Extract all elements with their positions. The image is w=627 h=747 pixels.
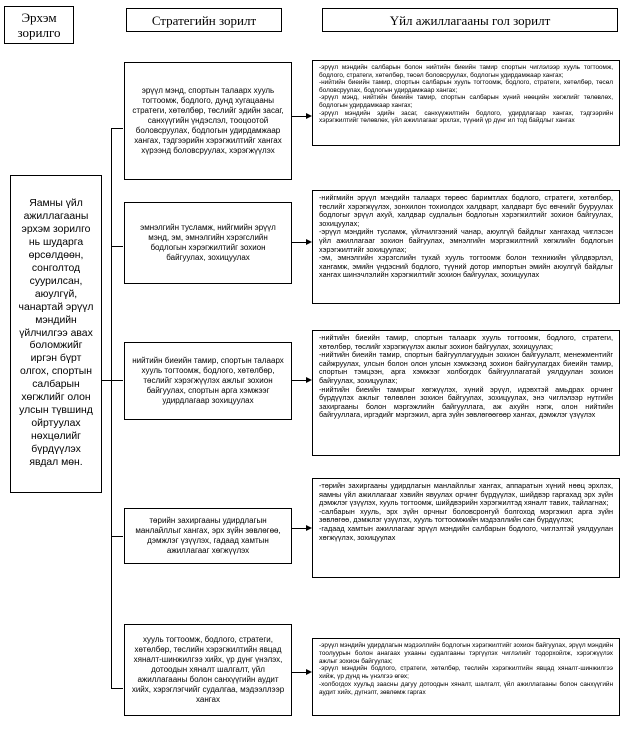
activity-item: -эм, эмнэлгийн хэрэгслийн тухай хууль тогтоомж болон техникийн үйлдвэрлэл, хангамж, эмийн үндэсний бодлого, түүний дотор импортын эмийн аюулгүй байдлыг хангах шинэчлэлийн хэрэгжилтийг зохион байгуулах, зохицуулах — [319, 253, 613, 280]
strategic-objective-text: төрийн захиргааны удирдлагын манлайллыг хангах, эрх зүйн зөвлөгөө, дэмжлэг үзүүлэх, гадаад хамтын ажиллагааг хөгжүүлэх — [135, 516, 281, 555]
strategic-objective-2 — [124, 202, 292, 284]
activity-item: -эрүүл мэндийн эдийн засаг, санхүүжилтийн бодлого, удирдлагаар хангах, тэдгээрийн хэрэгжилтийг төлөвлөх, үйл ажиллагааг эрхлэх, түүний үр дүнг ил тод байдлыг хангах — [319, 109, 613, 125]
activity-item: -эрүүл мэндийн удирдлагын мэдээллийн бодлогын хэрэгжилтийг зохион байгуулах, эрүүл мэндийн тоолуурын болон анагаах ухааны судалгааны тэргүүлэх чиглэлийг тодорхойлж, хэрэгжүүлэх ажлыг зохион байгуулах; — [319, 642, 613, 665]
activity-header-text: Үйл ажиллагааны гол зорилт — [389, 12, 551, 28]
branch-line-2 — [111, 246, 123, 247]
spine-line — [111, 128, 112, 688]
activity-objective-1 — [312, 60, 620, 146]
branch-line-4 — [111, 536, 123, 537]
activity-item: -холбогдох хуульд заасны дагуу дотоодын хяналт, шалгалт, үйл ажиллагааны болон санхүүгийн аудит хийх, дүгнэлт, зөвлөмж гаргах — [319, 680, 613, 696]
strategic-objective-text: эмнэлгийн тусламж, нийгмийн эрүүл мэнд, эм, эмнэлгийн хэрэгслийн бодлогын хэрэгжилтийг зохион байгуулах, зохицуулах — [140, 223, 276, 262]
branch-line-1 — [111, 128, 123, 129]
strategic-objective-4 — [124, 508, 292, 564]
activity-item: -гадаад хамтын ажиллагааг эрүүл мэндийн салбарын бодлого, чиглэлтэй уялдуулан хөгжүүлэх, зохицуулах — [319, 523, 613, 542]
activity-item: -эрүүл мэндийн тусламж, үйлчилгээний чанар, аюулгүй байдлыг хангахад чиглэсэн үйл ажиллагааг зохион байгуулах, эмнэлгийн мэргэжилтний хөгжлийн бодлогын хэрэгжилтийг зохицуулах; — [319, 227, 613, 254]
strategic-objective-5 — [124, 624, 292, 716]
mission-header-text: Эрхэм зорилго — [17, 10, 61, 40]
mission-statement-box — [10, 175, 102, 493]
mission-statement-text: Яамны үйл ажиллагааны эрхэм зорилго нь шударга өрсөлдөөн, сонголтод суурилсан, аюулгүй, чанартай эрүүл мэндийн үйлчилгээ авах боломжийг иргэн бүрт олгох, спортын салбарын хөгжлийг олон улсын түвшинд ойртуулах нөхцөлийг бүрдүүлэх явдал мөн. — [18, 198, 94, 468]
activity-item: -нийтийн биеийн тамир, спортын салбарын хууль тогтоомж, бодлого, стратеги, хөтөлбөр, төсөл боловсруулах, бодлогын удирдамжаар хангах; — [319, 79, 613, 94]
activity-objective-3 — [312, 330, 620, 456]
strategic-objective-text: эрүүл мэнд, спортын талаарх хууль тогтоомж, бодлого, дунд хугацааны стратеги, хөтөлбөр, төслийг эдийн засаг, санхүүгийн үндэслэл, тооцоотой боловсруулах, бодлогын удирдамжаар хангах, тэдгээрийн хэрэгжилтийг хангах хүрээнд боловсруулах, хэрэгжүүлэх — [132, 86, 284, 155]
activity-item: -эрүүл мэндийн бодлого, стратеги, хөтөлбөр, төслийн хэрэгжилтийн явцад хяналт-шинжилгээ хийж, үр дүнд нь үнэлгээ өгөх; — [319, 665, 613, 681]
strategic-objective-3 — [124, 342, 292, 420]
strategic-objective-1 — [124, 62, 292, 180]
activity-header — [322, 8, 618, 32]
activity-objective-2 — [312, 190, 620, 304]
activity-objective-5 — [312, 638, 620, 716]
strategic-header — [126, 8, 282, 32]
strategic-objective-text: нийтийн биеийн тамир, спортын талаарх хууль тогтоомж, бодлого, хөтөлбөр, төслийг хэрэгжүүлэх ажлыг зохион байгуулах, спортын арга хэмжээг удирдлагаар зохицуулах — [132, 356, 284, 405]
branch-line-3 — [111, 380, 123, 381]
activity-item: -эрүүл мэнд, нийтийн биеийн тамир, спортын салбарын хүний нөөцийн хөгжлийг төлөвлөх, бодлогын удирдамжаар хангах; — [319, 94, 613, 109]
activity-objective-4 — [312, 478, 620, 578]
activity-item: -нийтийн биеийн тамирыг хөгжүүлэх, хүний эрүүл, идэвхтэй амьдрах орчинг бүрдүүлэх ажлыг төлөвлөн зохион байгуулах, зохицуулах, энэ чиглэлээр нутгийн захиргааны болон мэргэжлийн байгууллага, аж ахуйн нэгж, олон нийтийн байгууллага, иргэдийг мэргэжил, арга зүйн зөвлөгөөгөөр хангах, дэмжлэг үзүүлэх — [319, 384, 613, 420]
activity-item: -төрийн захиргааны удирдлагын манлайллыг хангах, аппаратын хүний нөөц эрхлэх, яамны үйл ажиллагааг хэвийн явуулах орчинг бүрдүүлэх, шийдвэр гаргахад эрх зүйн дэмжлэг үзүүлэх, хууль тогтоомж, шийдвэрийн хэрэгжилтэд хяналт тавих, тайлагнах; — [319, 481, 613, 508]
activity-item: -эрүүл мэндийн салбарын болон нийтийн биеийн тамир спортын чиглэлээр хууль тогтоомж, бодлого, стратеги, хөтөлбөр, төсөл боловсруулах, бодлогын удирдамжаар хангах; — [319, 64, 613, 79]
branch-line-5 — [111, 688, 123, 689]
activity-item: -нийгмийн эрүүл мэндийн талаарх төрөөс баримтлах бодлого, стратеги, хөтөлбөр, төслийг хэрэгжүүлэх, зонхилон тохиолдох халдварт, халдварт бус өвчнийг бууруулах бодлогыг эрүүл ахуй, халдвар судлалын бодлогын хэрэгжилтийг зохион байгуулах, зохицуулах; — [319, 193, 613, 228]
strategic-header-text: Стратегийн зорилт — [151, 12, 257, 28]
mission-header — [4, 6, 74, 44]
activity-item: -салбарын хууль, эрх зүйн орчныг боловсронгуй болгоход мэргэжил арга зүйн зөвлөгөө, дэмжлэг үзүүлэх, хууль тогтоомжийн мэдээллийн сан бүрдүүлэх; — [319, 506, 613, 525]
strategic-objective-text: хууль тогтоомж, бодлого, стратеги, хөтөлбөр, төслийн хэрэгжилтийн явцад хяналт-шинжилгээ хийх, үр дүнг үнэлэх, дотоодын хяналт шалгалт, үйл ажиллагааны болон санхүүгийн аудит хийх, хэрэглэгчийг судалгаа, мэдээллээр хангах — [131, 635, 285, 704]
activity-item: -нийтийн биеийн тамир, спортын байгууллагуудын зохион байгуулалт, менежментийг сайжруулах, улсын болон олон улсын хэмжээнд зохион байгуулагдах биеийн тамир, спортын тэмцээн, арга хэмжээг холбогдох байгууллагатай уялдуулан зохион байгуулах, зохицуулах; — [319, 350, 613, 385]
activity-item: -нийтийн биеийн тамир, спортын талаарх хууль тогтоомж, бодлого, стратеги, хөтөлбөр, төслийг хэрэгжүүлэх ажлыг зохион байгуулах, зохицуулах; — [319, 333, 613, 351]
